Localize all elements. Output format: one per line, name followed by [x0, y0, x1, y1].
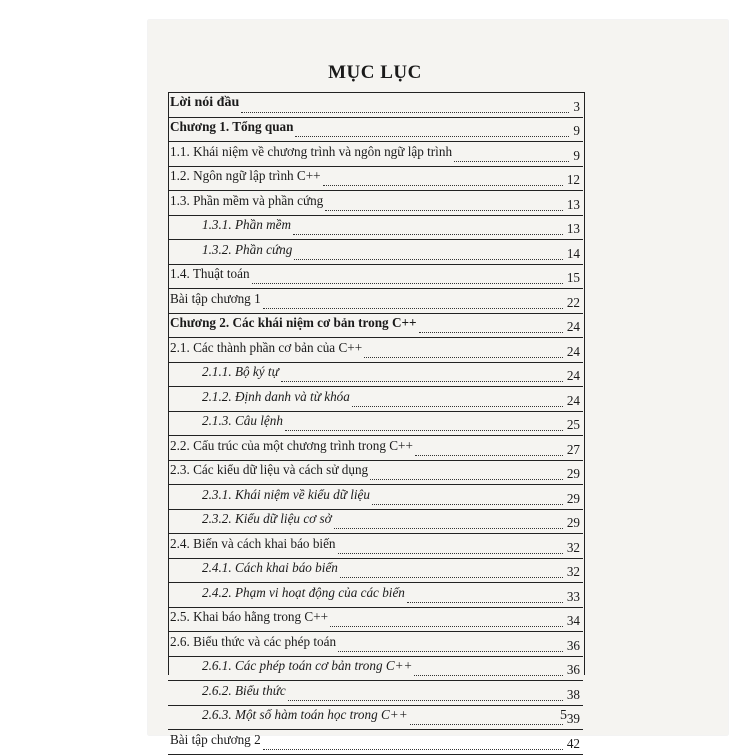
dot-leader	[454, 161, 569, 162]
toc-entry-title: 1.2. Ngôn ngữ lập trình C++	[170, 168, 321, 183]
dot-leader	[415, 455, 563, 456]
toc-entry-title: 2.3.2. Kiểu dữ liệu cơ sở	[202, 511, 332, 526]
row-divider	[168, 754, 583, 755]
toc-entry-page: 38	[566, 686, 580, 702]
toc-entry-title: Chương 1. Tổng quan	[170, 119, 294, 134]
toc-entry	[170, 705, 582, 730]
toc-entry	[170, 288, 582, 313]
toc-entry-page: 24	[566, 368, 580, 383]
dot-leader	[252, 283, 563, 284]
toc-entry-page: 36	[566, 637, 580, 653]
toc-entry-title: 2.1.2. Định danh và từ khóa	[202, 388, 350, 404]
toc-entry-title: 2.1.1. Bộ ký tự	[202, 364, 279, 379]
toc-entry-title: 2.3.1. Khái niệm về kiểu dữ liệu	[202, 486, 370, 502]
toc-entry-title: 1.4. Thuật toán	[170, 266, 250, 281]
toc-entry-page: 25	[566, 417, 580, 432]
toc-entry	[170, 92, 582, 117]
toc-entry-title: 2.4.2. Phạm vi hoạt động của các biến	[202, 584, 405, 600]
dot-leader	[338, 553, 563, 554]
toc-entry-page: 14	[566, 245, 580, 261]
toc-entry	[170, 656, 582, 681]
toc-entry	[170, 141, 582, 166]
dot-leader	[330, 626, 563, 627]
toc-entry	[170, 558, 582, 583]
toc-entry-title: 1.3. Phần mềm và phần cứng	[170, 192, 324, 208]
toc-entry	[170, 607, 582, 632]
dot-leader	[323, 185, 563, 186]
toc-entry	[170, 435, 582, 460]
dot-leader	[241, 112, 569, 113]
toc-entry	[170, 680, 582, 705]
dot-leader	[288, 700, 563, 701]
toc-entry-title: 2.2. Cấu trúc của một chương trình trong C++	[170, 437, 413, 453]
toc-entry-page: 36	[566, 662, 580, 677]
toc-entry-title: 2.6.1. Các phép toán cơ bản trong C++	[202, 658, 413, 673]
toc-entry	[170, 264, 582, 289]
dot-leader	[410, 724, 563, 725]
toc-entry	[170, 190, 582, 215]
toc-entry	[170, 631, 582, 656]
dot-leader	[295, 136, 569, 137]
toc-entry-page: 27	[566, 441, 580, 457]
toc-entry-title: Bài tập chương 2	[170, 731, 261, 747]
dot-leader	[263, 749, 563, 750]
toc-entry-page: 13	[566, 196, 580, 212]
toc-entry	[170, 484, 582, 509]
toc-entry-title: 1.3.1. Phần mềm	[202, 217, 292, 232]
dot-leader	[294, 259, 563, 260]
toc-entry-title: 1.1. Khái niệm về chương trình và ngôn ngữ lập trình	[170, 143, 453, 159]
toc-entry	[170, 215, 582, 240]
toc-entry	[170, 533, 582, 558]
toc-entry-title: Chương 2. Các khái niệm cơ bản trong C++	[170, 315, 417, 330]
toc-entry-title: 2.6.3. Một số hàm toán học trong C++	[202, 707, 408, 722]
toc-entry-title: 2.5. Khai báo hằng trong C++	[170, 609, 329, 624]
toc-entry-page: 15	[566, 270, 580, 285]
page-number: 5	[560, 708, 567, 723]
toc-entry	[170, 386, 582, 411]
toc-entry-page: 39	[566, 711, 580, 726]
toc-entry-page: 29	[566, 466, 580, 481]
toc-entry-title: 2.6.2. Biểu thức	[202, 682, 286, 698]
toc-entry	[170, 582, 582, 607]
toc-entry	[170, 313, 582, 338]
toc-entry-page: 29	[566, 490, 580, 506]
dot-leader	[281, 381, 563, 382]
toc-entry	[170, 362, 582, 387]
dot-leader	[285, 430, 563, 431]
toc-entry-page: 13	[566, 221, 580, 236]
toc-entry-title: Lời nói đầu	[170, 94, 240, 110]
toc-entry-page: 34	[566, 613, 580, 628]
toc-entry	[170, 117, 582, 142]
toc-entry-title: Bài tập chương 1	[170, 290, 261, 306]
toc-entry-page: 3	[573, 98, 580, 114]
toc-entry-page: 9	[573, 123, 580, 138]
table-of-contents	[170, 92, 582, 754]
toc-entry	[170, 509, 582, 534]
toc-entry-page: 9	[573, 147, 580, 163]
toc-title: MỤC LỤC	[328, 62, 422, 83]
toc-entry-page: 42	[566, 735, 580, 751]
dot-leader	[352, 406, 563, 407]
dot-leader	[263, 308, 563, 309]
toc-entry	[170, 239, 582, 264]
dot-leader	[338, 651, 563, 652]
dot-leader	[293, 234, 563, 235]
dot-leader	[372, 504, 563, 505]
dot-leader	[419, 332, 563, 333]
toc-entry-page: 24	[566, 319, 580, 334]
toc-entry-page: 29	[566, 515, 580, 530]
dot-leader	[370, 479, 563, 480]
toc-entry-title: 2.4. Biến và cách khai báo biến	[170, 535, 336, 551]
toc-entry	[170, 337, 582, 362]
toc-entry-title: 2.4.1. Cách khai báo biến	[202, 560, 338, 575]
toc-entry-title: 1.3.2. Phần cứng	[202, 241, 293, 257]
toc-entry-page: 24	[566, 392, 580, 408]
toc-entry-page: 32	[566, 539, 580, 555]
dot-leader	[334, 528, 563, 529]
dot-leader	[325, 210, 563, 211]
toc-entry-page: 24	[566, 343, 580, 359]
toc-entry	[170, 411, 582, 436]
dot-leader	[364, 357, 563, 358]
toc-entry-title: 2.3. Các kiểu dữ liệu và cách sử dụng	[170, 462, 369, 477]
toc-entry	[170, 166, 582, 191]
toc-entry-title: 2.6. Biểu thức và các phép toán	[170, 633, 337, 649]
dot-leader	[414, 675, 563, 676]
toc-entry-page: 32	[566, 564, 580, 579]
toc-entry-title: 2.1.3. Câu lệnh	[202, 413, 283, 428]
toc-entry-title: 2.1. Các thành phần cơ bản của C++	[170, 339, 363, 355]
dot-leader	[407, 602, 563, 603]
dot-leader	[340, 577, 563, 578]
toc-entry	[170, 460, 582, 485]
toc-entry-page: 12	[566, 172, 580, 187]
toc-entry-page: 33	[566, 588, 580, 604]
toc-entry-page: 22	[566, 294, 580, 310]
